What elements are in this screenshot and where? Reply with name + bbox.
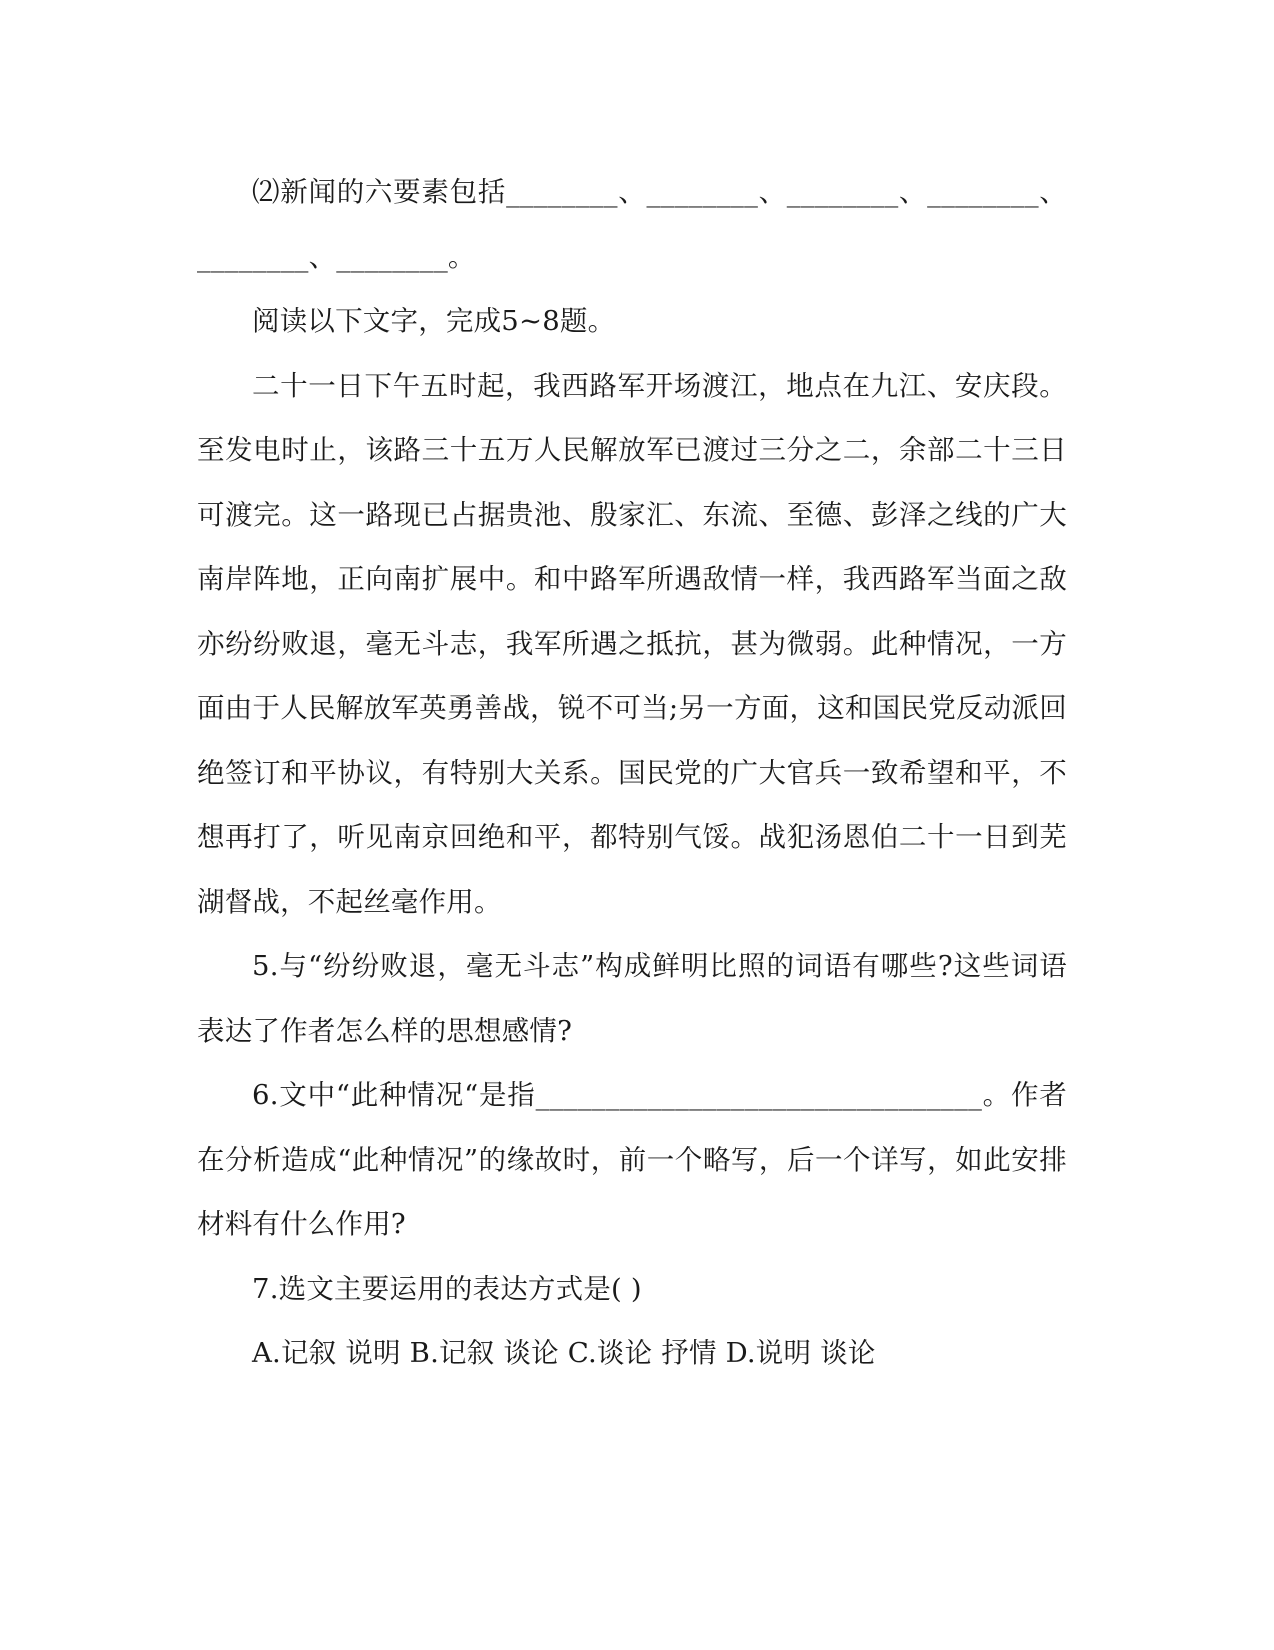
question-7-options: A.记叙 说明 B.记叙 谈论 C.谈论 抒情 D.说明 谈论 xyxy=(252,1337,876,1369)
question-6: 6.文中“此种情况“是指________________________________。作者在分析造成“此种情况”的缘故时，前一个略写，后一个详写，如此安排材料有什么作用? xyxy=(197,1079,1067,1240)
question-7: 7.选文主要运用的表达方式是( ) xyxy=(252,1272,642,1305)
question-news-elements: ⑵新闻的六要素包括________、________、________、________、________、________。 xyxy=(197,176,1067,273)
document-body xyxy=(197,160,1067,1386)
question-5: 5.与“纷纷败退，毫无斗志”构成鲜明比照的词语有哪些?这些词语表达了作者怎么样的思想感情? xyxy=(197,950,1067,1047)
reading-instruction: 阅读以下文字，完成5~8题。 xyxy=(252,305,616,337)
reading-passage: 二十一日下午五时起，我西路军开场渡江，地点在九江、安庆段。至发电时止，该路三十五万人民解放军已渡过三分之二，余部二十三日可渡完。这一路现已占据贵池、殷家汇、东流、至德、彭泽之线的广大南岸阵地，正向南扩展中。和中路军所遇敌情一样，我西路军当面之敌亦纷纷败退，毫无斗志，我军所遇之抵抗，甚为微弱。此种情况，一方面由于人民解放军英勇善战，锐不可当;另一方面，这和国民党反动派回绝签订和平协议，有特别大关系。国民党的广大官兵一致希望和平，不想再打了，听见南京回绝和平，都特别气馁。战犯汤恩伯二十一日到芜湖督战，不起丝毫作用。 xyxy=(197,369,1067,918)
